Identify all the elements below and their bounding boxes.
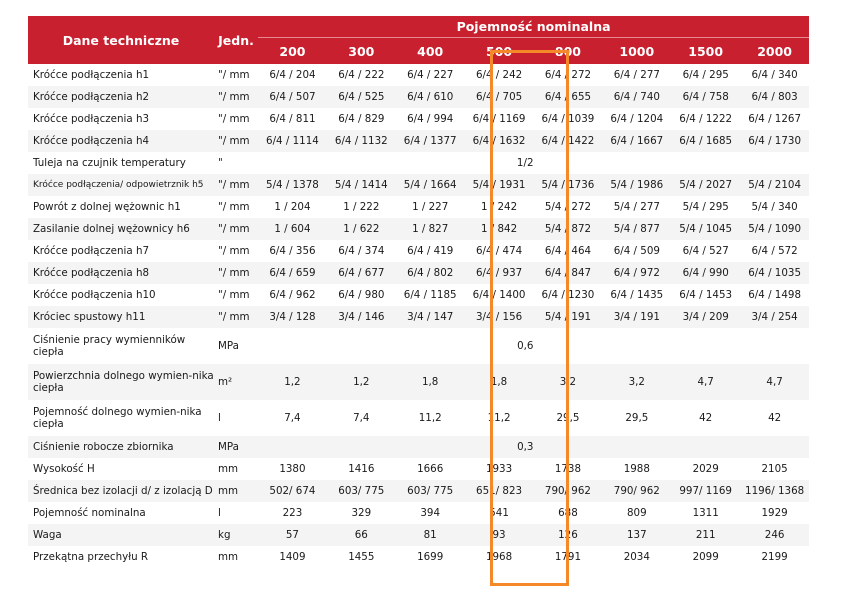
- cell-800: 5/4 / 191: [534, 306, 603, 328]
- row-label: Powierzchnia dolnego wymien-nika ciepła: [28, 364, 214, 400]
- table-row: [28, 458, 809, 480]
- table-row: [28, 524, 809, 546]
- cell-400: 1699: [417, 551, 444, 563]
- cell-500: 6/4 / 474: [475, 245, 523, 257]
- cell-300: 7,4: [353, 412, 370, 424]
- cell-200: 1409: [279, 551, 306, 563]
- row-unit: "/ mm: [214, 86, 258, 108]
- cell-200: 6/4 / 507: [258, 86, 327, 108]
- row-label: Króćce podłączenia h8: [28, 262, 214, 284]
- cell-500: 6/4 / 1400: [472, 289, 526, 301]
- table-row: [28, 262, 809, 284]
- cell-500: 6/4 / 1169: [472, 113, 526, 125]
- cell-400: 81: [396, 524, 465, 546]
- cell-500: 6/4 / 242: [475, 69, 523, 81]
- header-size-1000: 1000: [602, 38, 671, 65]
- table-row: [28, 364, 809, 400]
- cell-800: 6/4 / 655: [534, 86, 603, 108]
- cell-1000: 1988: [623, 463, 650, 475]
- table-row: [28, 328, 809, 364]
- cell-200: 6/4 / 1114: [258, 130, 327, 152]
- table-row: [28, 174, 809, 196]
- header-size-2000: 2000: [740, 38, 809, 65]
- cell-300: 6/4 / 677: [327, 262, 396, 284]
- row-label: Średnica bez izolacji d/ z izolacją D: [28, 480, 214, 502]
- row-label: Tuleja na czujnik temperatury: [33, 157, 186, 169]
- cell-500: 1 / 242: [480, 201, 518, 213]
- header-size-300: 300: [327, 38, 396, 65]
- row-label: Przekątna przechyłu R: [33, 551, 149, 563]
- row-shared-value: [258, 436, 534, 458]
- row-empty-cells: [534, 328, 810, 364]
- table-row: [28, 502, 809, 524]
- cell-800: 126: [534, 524, 603, 546]
- cell-1000: 6/4 / 972: [602, 262, 671, 284]
- cell-200: 1 / 604: [258, 218, 327, 240]
- cell-800: 5/4 / 272: [544, 201, 592, 213]
- shared-value-text: 0,6: [517, 340, 534, 352]
- cell-1500: 6/4 / 758: [671, 86, 740, 108]
- row-unit: "/ mm: [214, 306, 258, 328]
- cell-200: 6/4 / 962: [269, 289, 316, 301]
- cell-2000: 42: [768, 412, 782, 424]
- cell-1000: 29,5: [625, 412, 649, 424]
- cell-300: 6/4 / 829: [338, 113, 385, 125]
- cell-1500: 6/4 / 1453: [679, 289, 733, 301]
- cell-2000: 6/4 / 340: [751, 69, 798, 81]
- cell-200: 57: [258, 524, 327, 546]
- row-empty-cells: [534, 152, 810, 174]
- cell-1500: 997/ 1169: [671, 480, 740, 502]
- cell-500: 651/ 823: [465, 480, 534, 502]
- row-unit: "/ mm: [214, 174, 258, 196]
- cell-300: 3/4 / 146: [327, 306, 396, 328]
- cell-300: 6/4 / 1132: [327, 130, 396, 152]
- header-size-500: 500: [465, 38, 534, 65]
- cell-1000: 5/4 / 1986: [602, 174, 671, 196]
- cell-1000: 137: [602, 524, 671, 546]
- cell-300: 66: [327, 524, 396, 546]
- row-unit: ": [218, 157, 223, 169]
- cell-300: 1455: [348, 551, 375, 563]
- row-label: Ciśnienie robocze zbiornika: [28, 436, 214, 458]
- cell-400: 3/4 / 147: [396, 306, 465, 328]
- table-body: [28, 64, 809, 568]
- cell-800: 6/4 / 847: [534, 262, 603, 284]
- cell-1500: 211: [671, 524, 740, 546]
- cell-200: 3/4 / 128: [258, 306, 327, 328]
- row-unit: l: [218, 507, 221, 519]
- cell-200: 6/4 / 811: [269, 113, 316, 125]
- cell-200: 1380: [279, 463, 306, 475]
- table-row: [28, 400, 809, 436]
- row-unit: mm: [218, 551, 239, 563]
- row-empty-cells: [534, 436, 810, 458]
- cell-1000: 6/4 / 277: [613, 69, 660, 81]
- cell-2000: 6/4 / 1730: [740, 130, 809, 152]
- header-technical-data: Dane techniczne: [28, 16, 214, 64]
- cell-300: 1416: [348, 463, 375, 475]
- row-label: Króćce podłączenia h4: [28, 130, 214, 152]
- cell-1500: 6/4 / 527: [682, 245, 729, 257]
- row-shared-value: [258, 328, 534, 364]
- row-label: Króćce podłączenia h10: [33, 289, 156, 301]
- table-row: [28, 436, 809, 458]
- cell-1500: 5/4 / 2027: [671, 174, 740, 196]
- cell-200: 5/4 / 1378: [258, 174, 327, 196]
- cell-200: 1,2: [258, 364, 327, 400]
- table-row: [28, 480, 809, 502]
- row-label: Pojemność nominalna: [33, 507, 146, 519]
- cell-2000: 3/4 / 254: [740, 306, 809, 328]
- cell-400: 1 / 827: [396, 218, 465, 240]
- cell-1000: 6/4 / 1435: [610, 289, 664, 301]
- cell-300: 603/ 775: [327, 480, 396, 502]
- technical-data-table-wrapper: [28, 16, 809, 568]
- cell-300: 6/4 / 980: [338, 289, 385, 301]
- cell-1500: 6/4 / 295: [682, 69, 729, 81]
- cell-1500: 1311: [692, 507, 719, 519]
- cell-800: 6/4 / 1422: [534, 130, 603, 152]
- row-label: Króćce podłączenia h2: [28, 86, 214, 108]
- cell-800: 1791: [554, 551, 582, 563]
- cell-2000: 4,7: [740, 364, 809, 400]
- row-label: Króćce podłączenia h3: [33, 113, 150, 125]
- row-label: Pojemność dolnego wymien-nika ciepła: [33, 406, 202, 430]
- row-unit: MPa: [218, 340, 239, 352]
- cell-500: 1968: [485, 551, 513, 563]
- cell-800: 6/4 / 1230: [541, 289, 595, 301]
- row-label: Zasilanie dolnej wężownicy h6: [28, 218, 214, 240]
- row-unit: MPa: [214, 436, 258, 458]
- cell-300: 1 / 222: [343, 201, 380, 213]
- cell-1000: 3,2: [602, 364, 671, 400]
- cell-1000: 6/4 / 1667: [602, 130, 671, 152]
- cell-400: 1,8: [396, 364, 465, 400]
- cell-400: 394: [420, 507, 441, 519]
- technical-data-table: [28, 16, 809, 568]
- cell-2000: 6/4 / 803: [740, 86, 809, 108]
- cell-800: 688: [558, 507, 578, 519]
- cell-2000: 1196/ 1368: [740, 480, 809, 502]
- row-label: Króciec spustowy h11: [28, 306, 214, 328]
- cell-300: 1 / 622: [327, 218, 396, 240]
- row-unit: "/ mm: [214, 130, 258, 152]
- cell-500: 541: [489, 507, 509, 519]
- table-row: [28, 64, 809, 86]
- row-shared-value: [258, 152, 534, 174]
- cell-300: 6/4 / 374: [338, 245, 385, 257]
- cell-1500: 3/4 / 209: [671, 306, 740, 328]
- cell-2000: 5/4 / 1090: [740, 218, 809, 240]
- cell-1500: 42: [699, 412, 713, 424]
- header-size-400: 400: [396, 38, 465, 65]
- header-size-1500: 1500: [671, 38, 740, 65]
- cell-1000: 5/4 / 277: [613, 201, 660, 213]
- cell-800: 6/4 / 1039: [541, 113, 595, 125]
- cell-1500: 2029: [692, 463, 719, 475]
- cell-800: 5/4 / 872: [534, 218, 603, 240]
- cell-300: 6/4 / 222: [338, 69, 385, 81]
- row-label: Ciśnienie pracy wymienników ciepła: [33, 334, 186, 358]
- cell-2000: 2105: [761, 463, 788, 475]
- cell-500: 6/4 / 937: [465, 262, 534, 284]
- cell-500: 6/4 / 1632: [465, 130, 534, 152]
- row-unit: mm: [218, 463, 239, 475]
- table-row: [28, 196, 809, 218]
- cell-1000: 6/4 / 740: [602, 86, 671, 108]
- row-unit: mm: [214, 480, 258, 502]
- header-size-800: 800: [534, 38, 603, 65]
- row-label: Wysokość H: [33, 463, 95, 475]
- cell-200: 6/4 / 204: [269, 69, 316, 81]
- cell-1500: 6/4 / 1685: [671, 130, 740, 152]
- cell-300: 6/4 / 525: [327, 86, 396, 108]
- cell-1000: 3/4 / 191: [602, 306, 671, 328]
- cell-400: 6/4 / 1377: [396, 130, 465, 152]
- row-unit: l: [218, 412, 221, 424]
- cell-1500: 2099: [692, 551, 719, 563]
- cell-2000: 6/4 / 572: [751, 245, 798, 257]
- cell-400: 6/4 / 227: [407, 69, 454, 81]
- cell-1000: 6/4 / 509: [613, 245, 660, 257]
- table-row: [28, 284, 809, 306]
- table-row: [28, 152, 809, 174]
- cell-400: 5/4 / 1664: [396, 174, 465, 196]
- cell-2000: 1929: [761, 507, 788, 519]
- cell-1000: 790/ 962: [602, 480, 671, 502]
- cell-1500: 6/4 / 1222: [679, 113, 733, 125]
- cell-800: 29,5: [556, 412, 580, 424]
- cell-400: 6/4 / 1185: [403, 289, 457, 301]
- cell-800: 5/4 / 1736: [534, 174, 603, 196]
- shared-value-text: 0,3: [517, 441, 534, 453]
- cell-400: 603/ 775: [396, 480, 465, 502]
- cell-500: 1 / 842: [465, 218, 534, 240]
- cell-200: 502/ 674: [258, 480, 327, 502]
- cell-200: 6/4 / 356: [269, 245, 316, 257]
- row-label: Powrót z dolnej wężownic h1: [33, 201, 181, 213]
- cell-400: 1666: [417, 463, 444, 475]
- cell-500: 3/4 / 156: [465, 306, 534, 328]
- table-row: [28, 108, 809, 130]
- cell-800: 1738: [554, 463, 582, 475]
- row-unit: "/ mm: [214, 262, 258, 284]
- cell-1500: 4,7: [671, 364, 740, 400]
- row-label: Króćce podłączenia/ odpowietrznik h5: [28, 174, 214, 196]
- cell-800: 3,2: [534, 364, 603, 400]
- cell-1000: 809: [626, 507, 647, 519]
- row-label: Króćce podłączenia h1: [33, 69, 150, 81]
- cell-300: 329: [351, 507, 372, 519]
- cell-400: 1 / 227: [412, 201, 449, 213]
- cell-2000: 6/4 / 1498: [748, 289, 802, 301]
- cell-2000: 5/4 / 2104: [740, 174, 809, 196]
- row-unit: kg: [214, 524, 258, 546]
- row-unit: "/ mm: [214, 218, 258, 240]
- shared-value-text: 1/2: [516, 157, 534, 169]
- row-label: Waga: [28, 524, 214, 546]
- cell-2000: 246: [740, 524, 809, 546]
- cell-400: 11,2: [418, 412, 442, 424]
- row-label: Króćce podłączenia h7: [33, 245, 150, 257]
- cell-2000: 2199: [761, 551, 788, 563]
- row-unit: m²: [214, 364, 258, 400]
- cell-1500: 5/4 / 1045: [671, 218, 740, 240]
- cell-500: 1933: [485, 463, 513, 475]
- row-unit: "/ mm: [218, 113, 250, 125]
- cell-300: 1,2: [327, 364, 396, 400]
- row-unit: "/ mm: [218, 245, 250, 257]
- row-unit: "/ mm: [218, 289, 250, 301]
- row-unit: "/ mm: [218, 201, 250, 213]
- cell-2000: 6/4 / 1267: [748, 113, 802, 125]
- table-row: [28, 240, 809, 262]
- table-row: [28, 218, 809, 240]
- cell-500: 11,2: [487, 412, 511, 424]
- row-unit: "/ mm: [218, 69, 250, 81]
- cell-1500: 5/4 / 295: [682, 201, 729, 213]
- cell-500: 1,8: [465, 364, 534, 400]
- header-size-200: 200: [258, 38, 327, 65]
- header-unit: Jedn.: [214, 16, 258, 64]
- cell-800: 790/ 962: [534, 480, 603, 502]
- cell-400: 6/4 / 610: [396, 86, 465, 108]
- cell-1500: 6/4 / 990: [671, 262, 740, 284]
- cell-2000: 5/4 / 340: [751, 201, 798, 213]
- cell-500: 6/4 / 705: [465, 86, 534, 108]
- cell-200: 6/4 / 659: [258, 262, 327, 284]
- cell-800: 6/4 / 464: [544, 245, 592, 257]
- cell-200: 223: [282, 507, 303, 519]
- cell-500: 5/4 / 1931: [465, 174, 534, 196]
- cell-200: 1 / 204: [274, 201, 311, 213]
- cell-200: 7,4: [284, 412, 301, 424]
- table-row: [28, 86, 809, 108]
- table-row: [28, 306, 809, 328]
- cell-300: 5/4 / 1414: [327, 174, 396, 196]
- cell-2000: 6/4 / 1035: [740, 262, 809, 284]
- cell-400: 6/4 / 994: [407, 113, 454, 125]
- cell-1000: 6/4 / 1204: [610, 113, 664, 125]
- cell-1000: 5/4 / 877: [602, 218, 671, 240]
- header-nominal-capacity: Pojemność nominalna: [258, 16, 809, 38]
- cell-500: 93: [465, 524, 534, 546]
- cell-1000: 2034: [623, 551, 650, 563]
- cell-800: 6/4 / 272: [544, 69, 592, 81]
- cell-400: 6/4 / 419: [407, 245, 454, 257]
- table-row: [28, 546, 809, 568]
- table-row: [28, 130, 809, 152]
- cell-400: 6/4 / 802: [396, 262, 465, 284]
